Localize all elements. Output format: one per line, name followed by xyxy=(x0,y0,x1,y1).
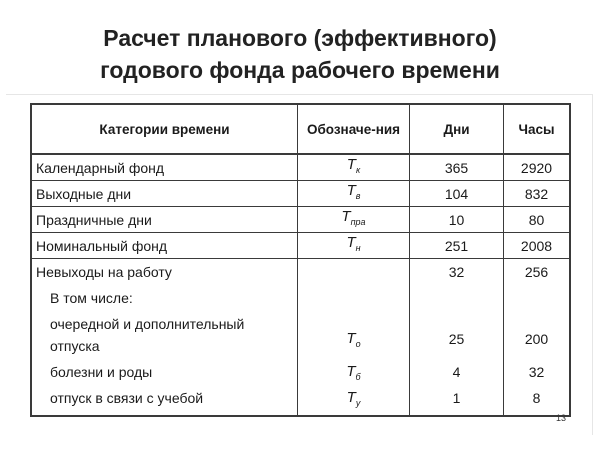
row-category: Выходные дни xyxy=(31,181,298,207)
absences-total-days: 32 xyxy=(448,264,465,280)
row-category: Праздничные дни xyxy=(31,207,298,233)
absence-hours: 8 xyxy=(532,390,541,406)
row-hours: 832 xyxy=(504,181,571,207)
absence-hours: 32 xyxy=(528,364,545,380)
absences-hours xyxy=(504,259,571,417)
row-symbol: $T_в$ xyxy=(298,181,410,207)
absences-symbols xyxy=(298,259,410,417)
absences-categories xyxy=(31,259,298,417)
table-row xyxy=(31,207,570,233)
absences-title: Невыходы на работу xyxy=(36,264,172,280)
header-hours: Часы xyxy=(504,104,571,154)
absence-days: 4 xyxy=(452,364,461,380)
page-number: 13 xyxy=(555,413,566,423)
row-symbol: $T_к$ xyxy=(298,154,410,181)
absence-hours: 200 xyxy=(524,331,549,347)
page-title xyxy=(0,22,600,86)
absences-days xyxy=(410,259,504,417)
row-category: Календарный фонд xyxy=(31,154,298,181)
table-row xyxy=(31,233,570,259)
absences-total-hours: 256 xyxy=(524,264,549,280)
absence-days: 25 xyxy=(448,331,465,347)
row-category: Номинальный фонд xyxy=(31,233,298,259)
row-symbol: $T_{пра}$ xyxy=(298,207,410,233)
title-line-1: Расчет планового (эффективного) xyxy=(103,25,497,51)
absence-symbol: $T_о$ xyxy=(346,330,361,349)
table-row xyxy=(31,154,570,181)
header-category: Категории времени xyxy=(31,104,298,154)
header-symbol: Обозначе-ния xyxy=(298,104,410,154)
row-hours: 2008 xyxy=(504,233,571,259)
row-hours: 2920 xyxy=(504,154,571,181)
row-days: 251 xyxy=(410,233,504,259)
absence-item: очередной и дополнительный отпуска xyxy=(50,316,245,354)
absences-row xyxy=(31,259,570,417)
row-days: 10 xyxy=(410,207,504,233)
title-line-2: годового фонда рабочего времени xyxy=(100,57,500,83)
absence-days: 1 xyxy=(452,390,461,406)
row-symbol: $T_н$ xyxy=(298,233,410,259)
work-time-fund-table xyxy=(30,103,571,417)
table-header-row xyxy=(31,104,570,154)
row-days: 104 xyxy=(410,181,504,207)
row-days: 365 xyxy=(410,154,504,181)
absence-item: отпуск в связи с учебой xyxy=(50,390,204,406)
absences-including: В том числе: xyxy=(50,290,133,306)
absence-item: болезни и роды xyxy=(50,364,153,380)
absence-symbol: $T_б$ xyxy=(346,363,361,382)
table-row xyxy=(31,181,570,207)
row-hours: 80 xyxy=(504,207,571,233)
absence-symbol: $T_у$ xyxy=(346,389,361,408)
header-days: Дни xyxy=(410,104,504,154)
